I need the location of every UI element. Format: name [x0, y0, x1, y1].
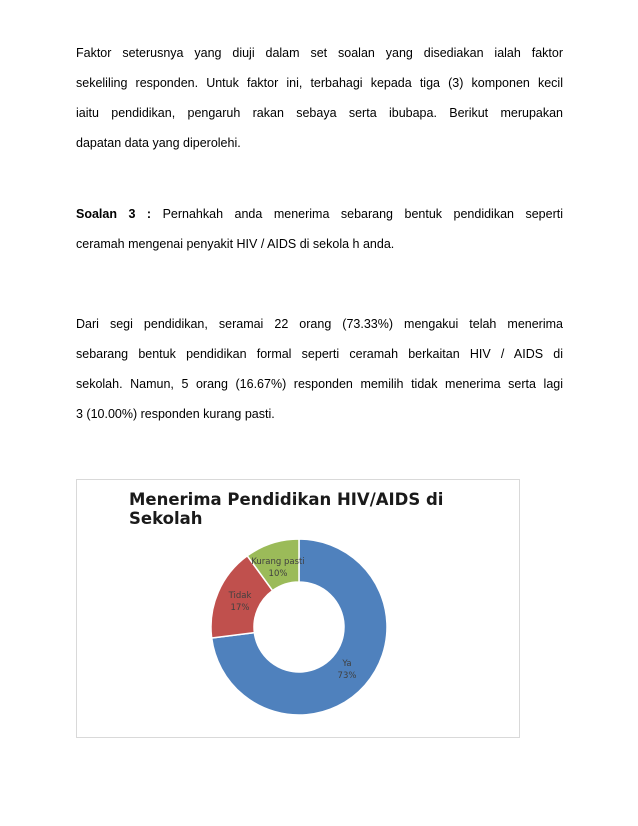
- text-line: Faktor seterusnya yang diuji dalam set soalan yang disediakan ialah faktor: [76, 46, 563, 60]
- text-line: 3 (10.00%) responden kurang pasti.: [76, 407, 275, 421]
- paragraph-soalan-3: [76, 199, 563, 259]
- chart-title-text: Menerima Pendidikan HIV/AIDS di Sekolah: [129, 490, 444, 528]
- paragraph-dapatan: [76, 309, 563, 429]
- text-line: sekolah. Namun, 5 orang (16.67%) responden memilih tidak menerima serta lagi: [76, 377, 563, 391]
- text-line: sebarang bentuk pendidikan formal seperti ceramah berkaitan HIV / AIDS di: [76, 347, 563, 361]
- text-line: sekeliling responden. Untuk faktor ini, terbahagi kepada tiga (3) komponen kecil: [76, 76, 563, 90]
- data-label-category: Tidak: [228, 591, 252, 601]
- data-label-percent: 73%: [337, 671, 357, 681]
- data-label-percent: 17%: [230, 603, 250, 613]
- data-label-category: Kurang pasti: [251, 557, 305, 567]
- doughnut-chart: [77, 480, 521, 739]
- question-label: Soalan 3 :: [76, 207, 152, 221]
- text-line: [76, 199, 563, 229]
- data-label-category: Ya: [342, 659, 352, 669]
- text-line: dapatan data yang diperolehi.: [76, 136, 241, 150]
- paragraph-faktor-sekeliling: [76, 38, 563, 158]
- chart-container: [76, 479, 520, 738]
- text-line: ceramah mengenai penyakit HIV / AIDS di sekola h anda.: [76, 237, 395, 251]
- text-line: Dari segi pendidikan, seramai 22 orang (73.33%) mengakui telah menerima: [76, 317, 563, 331]
- data-label-percent: 10%: [268, 569, 288, 579]
- question-text: Pernahkah anda menerima sebarang bentuk pendidikan seperti: [162, 207, 563, 221]
- text-line: iaitu pendidikan, pengaruh rakan sebaya serta ibubapa. Berikut merupakan: [76, 106, 563, 120]
